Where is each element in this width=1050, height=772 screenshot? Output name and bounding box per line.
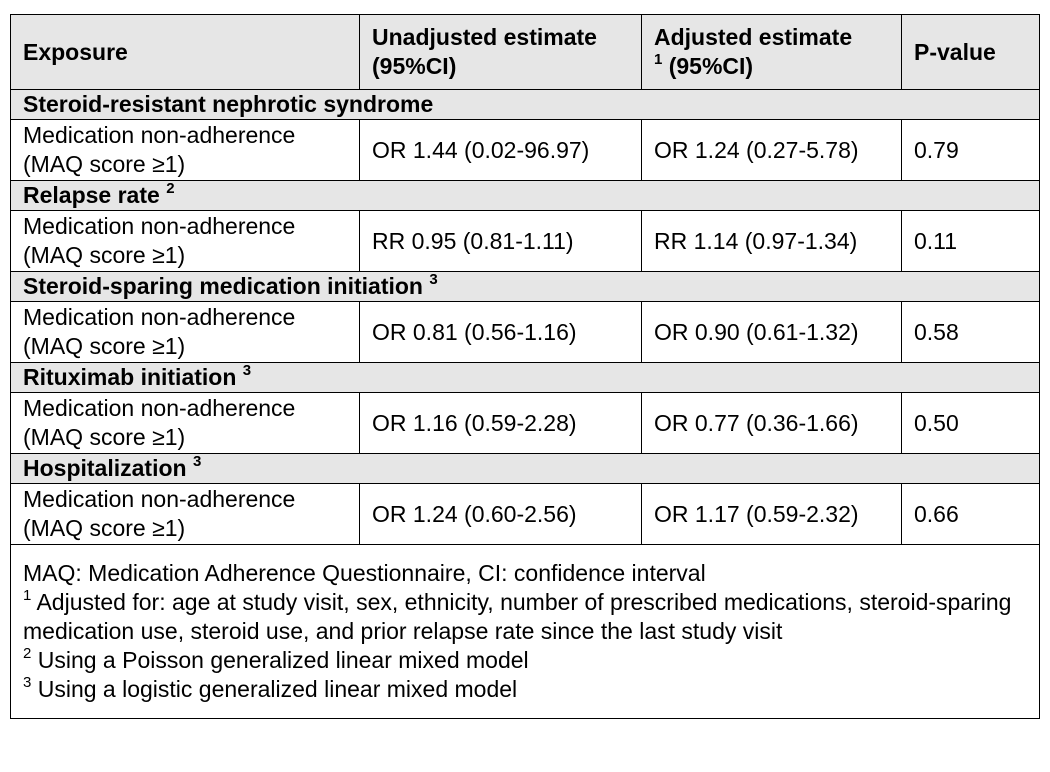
pvalue-cell: 0.50 <box>902 393 1040 454</box>
footnotes-cell <box>11 545 1040 719</box>
exposure-line2: (MAQ score ≥1) <box>23 333 186 359</box>
header-exposure: Exposure <box>11 15 360 90</box>
footnote-1 <box>23 588 1029 646</box>
unadjusted-cell: OR 1.16 (0.59-2.28) <box>360 393 642 454</box>
exposure-line2: (MAQ score ≥1) <box>23 424 186 450</box>
section-footnote: 3 <box>242 362 252 380</box>
exposure-line1: Medication non-adherence <box>23 213 296 239</box>
adjusted-cell: OR 0.77 (0.36-1.66) <box>642 393 902 454</box>
exposure-line1: Medication non-adherence <box>23 304 296 330</box>
results-table <box>10 14 1040 719</box>
section-title <box>11 454 1040 484</box>
section-title <box>11 272 1040 302</box>
footnote-1-marker: 1 <box>23 587 32 605</box>
header-adjusted-ci: (95%CI) <box>668 53 754 79</box>
exposure-cell <box>11 484 360 545</box>
section-title <box>11 363 1040 393</box>
exposure-line2: (MAQ score ≥1) <box>23 242 186 268</box>
adjusted-cell: OR 0.90 (0.61-1.32) <box>642 302 902 363</box>
exposure-cell <box>11 393 360 454</box>
exposure-cell <box>11 211 360 272</box>
results-table-container <box>10 14 1039 719</box>
header-adjusted <box>642 15 902 90</box>
exposure-line2: (MAQ score ≥1) <box>23 515 186 541</box>
adjusted-cell: OR 1.17 (0.59-2.32) <box>642 484 902 545</box>
adjusted-cell: RR 1.14 (0.97-1.34) <box>642 211 902 272</box>
footnote-2 <box>23 646 1029 675</box>
section-title <box>11 90 1040 120</box>
section-row <box>11 90 1040 120</box>
table-row <box>11 302 1040 363</box>
exposure-cell <box>11 120 360 181</box>
footnote-1-text: Adjusted for: age at study visit, sex, ethnicity, number of prescribed medications, steroid-sparing medication use, steroid use, and prior relapse rate since the last study visit <box>23 589 1012 644</box>
section-row <box>11 181 1040 211</box>
exposure-line2: (MAQ score ≥1) <box>23 151 186 177</box>
section-row <box>11 454 1040 484</box>
pvalue-cell: 0.11 <box>902 211 1040 272</box>
footnote-2-marker: 2 <box>23 645 32 663</box>
pvalue-cell: 0.58 <box>902 302 1040 363</box>
unadjusted-cell: OR 1.24 (0.60-2.56) <box>360 484 642 545</box>
footnotes-row <box>11 545 1040 719</box>
section-title-text: Steroid-resistant nephrotic syndrome <box>23 91 434 117</box>
section-title-text: Relapse rate <box>23 182 160 208</box>
section-row <box>11 363 1040 393</box>
section-footnote: 2 <box>166 180 175 198</box>
table-row <box>11 393 1040 454</box>
pvalue-cell: 0.66 <box>902 484 1040 545</box>
footnote-3 <box>23 675 1029 704</box>
section-row <box>11 272 1040 302</box>
table-row <box>11 120 1040 181</box>
exposure-line1: Medication non-adherence <box>23 122 296 148</box>
pvalue-cell: 0.79 <box>902 120 1040 181</box>
section-footnote: 3 <box>429 271 438 289</box>
section-title <box>11 181 1040 211</box>
section-footnote: 3 <box>192 453 202 471</box>
unadjusted-cell: OR 0.81 (0.56-1.16) <box>360 302 642 363</box>
footnote-3-marker: 3 <box>23 674 32 692</box>
exposure-cell <box>11 302 360 363</box>
unadjusted-cell: OR 1.44 (0.02-96.97) <box>360 120 642 181</box>
exposure-line1: Medication non-adherence <box>23 486 296 512</box>
footnote-abbreviations: MAQ: Medication Adherence Questionnaire, CI: confidence interval <box>23 560 706 586</box>
header-pvalue: P-value <box>902 15 1040 90</box>
unadjusted-cell: RR 0.95 (0.81-1.11) <box>360 211 642 272</box>
header-unadjusted: Unadjusted estimate (95%CI) <box>360 15 642 90</box>
table-row <box>11 211 1040 272</box>
header-adjusted-footnote: 1 <box>654 51 663 69</box>
adjusted-cell: OR 1.24 (0.27-5.78) <box>642 120 902 181</box>
header-adjusted-label: Adjusted estimate <box>654 24 853 50</box>
exposure-line1: Medication non-adherence <box>23 395 296 421</box>
footnote-2-text: Using a Poisson generalized linear mixed model <box>31 647 529 673</box>
footnote-3-text: Using a logistic generalized linear mixed model <box>31 676 518 702</box>
table-row <box>11 484 1040 545</box>
section-title-text: Steroid-sparing medication initiation <box>23 273 423 299</box>
section-title-text: Rituximab initiation <box>23 364 237 390</box>
section-title-text: Hospitalization <box>23 455 187 481</box>
header-row <box>11 15 1040 90</box>
